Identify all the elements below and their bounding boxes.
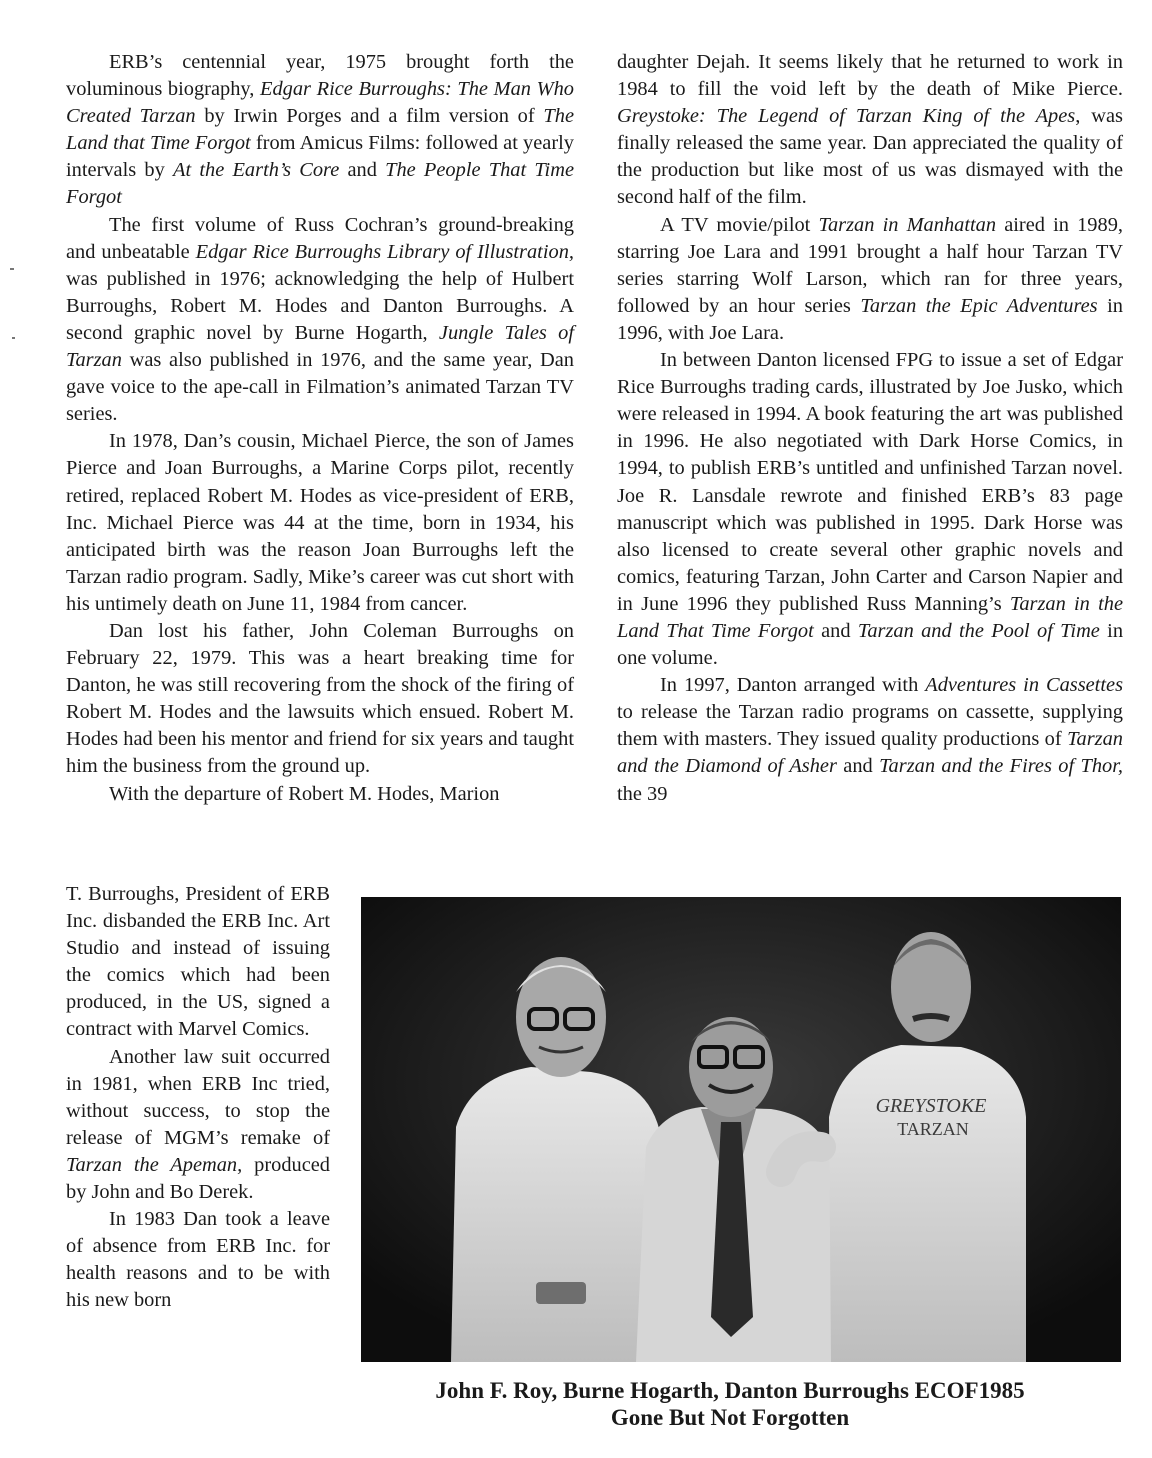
italic-title: Tarzan and the Pool of Time [857,619,1100,642]
italic-title: The People That Time Forgot [66,159,574,209]
italic-title: Tarzan the Apeman, [66,1153,243,1176]
italic-title: The Land that Time Forgot [66,105,574,155]
paragraph: Dan lost his father, John Coleman Burroughs on February 22, 1979. This was a heart breaking time for Danton, he was still recovering from the shock of the firing of Robert M. Hodes and the lawsuits which ensued. Robert M. Hodes had been his mentor and friend for six years and taught him the business from the ground up. [66,619,574,778]
italic-title: Edgar Rice Burroughs: The Man Who Created Tarzan [66,78,574,128]
paragraph: In 1983 Dan took a leave of absence from ERB Inc. for health reasons and to be with his new born [66,1208,330,1312]
left-column-top [66,49,574,808]
paragraph: Another law suit occurred in 1981, when ERB Inc tried, without success, to stop the release of MGM’s remake of Tarzan the Apeman, produced by John and Bo Derek. [66,1045,331,1204]
paragraph: daughter Dejah. It seems likely that he returned to work in 1984 to fill the void left by the death of Mike Pierce. Greystoke: The Legend of Tarzan King of the Apes, was finally released the same year. Dan appreciated the quality of the production but like most of us was dismayed with the second half of the film. [617,51,1123,209]
left-column-bottom [66,881,330,1315]
photo-caption [340,1377,1120,1431]
italic-title: Greystoke: The Legend of Tarzan King of the Apes [617,105,1076,128]
italic-title: Tarzan and the Diamond of Asher [617,728,1123,778]
paragraph: In 1978, Dan’s cousin, Michael Pierce, the son of James Pierce and Joan Burroughs, a Marine Corps pilot, recently retired, replaced Robert M. Hodes as vice-president of ERB, Inc. Michael Pierce was 44 at the time, born in 1934, his anticipated birth was the reason Joan Burroughs left the Tarzan radio program. Sadly, Mike’s career was cut short with his untimely death on June 11, 1984 from cancer. [66,430,574,615]
paragraph: With the departure of Robert M. Hodes, Marion [109,782,500,805]
italic-title: Tarzan and the Fires of Thor, [879,755,1123,778]
group-photo [361,897,1121,1362]
italic-title: Tarzan the Epic Adventures [860,294,1098,317]
paragraph: In between Danton licensed FPG to issue a set of Edgar Rice Burroughs trading cards, illustrated by Joe Jusko, which were released in 1994. A book featuring the art was published in 1996. He also negotiated with Dark Horse Comics, in 1994, to publish ERB’s untitled and unfinished Tarzan novel. Joe R. Lansdale rewrote and finished ERB’s 83 page manuscript which was published in 1995. Dark Horse was also licensed to create several other graphic novels and comics, featuring Tarzan, John Carter and Carson Napier and in June 1996 they published Russ Manning’s Tarzan in the Land That Time Forgot and Tarzan and the Pool of Time in one volume. [617,349,1124,670]
italic-title: At the Earth’s Core [173,159,340,182]
scan-speck [10,268,14,270]
italic-title: Tarzan in Manhattan [818,213,997,236]
italic-title: Tarzan in the Land That Time Forgot [617,592,1123,642]
shirt-text-line2: TARZAN [897,1119,969,1139]
italic-title: Jungle Tales of Tarzan [66,321,574,372]
photo-illustration [361,897,1121,1362]
shirt-text-line1: GREYSTOKE [875,1095,987,1117]
paragraph: A TV movie/pilot Tarzan in Manhattan aired in 1989, starring Joe Lara and 1991 brought a half hour Tarzan TV series starring Wolf Larson, which ran for three years, followed by an hour series Tarzan the Epic Adventures in 1996, with Joe Lara. [617,213,1123,344]
italic-title: Adventures in Cassettes [925,674,1124,697]
paragraph: ERB’s centennial year, 1975 brought forth the voluminous biography, Edgar Rice Burroughs: The Man Who Created Tarzan by Irwin Porges and a film version of The Land that Time Forgot from Amicus Films: followed at yearly intervals by At the Earth’s Core and The People That Time Forgot [66,51,574,209]
paragraph: The first volume of Russ Cochran’s ground-breaking and unbeatable Edgar Rice Burroughs Library of Illustration, was published in 1976; acknowledging the help of Hulbert Burroughs, Robert M. Hodes and Danton Burroughs. A second graphic novel by Burne Hogarth, Jungle Tales of Tarzan was also published in 1976, and the same year, Dan gave voice to the ape-call in Filmation’s animated Tarzan TV series. [66,213,574,426]
paragraph: In 1997, Danton arranged with Adventures in Cassettes to release the Tarzan radio programs on cassette, supplying them with masters. They issued quality productions of Tarzan and the Diamond of Asher and Tarzan and the Fires of Thor, the 39 [617,674,1124,805]
right-column [617,49,1123,808]
caption-line-1: John F. Roy, Burne Hogarth, Danton Burroughs ECOF1985 [435,1378,1025,1403]
paragraph: T. Burroughs, President of ERB Inc. disbanded the ERB Inc. Art Studio and instead of issuing the comics which had been produced, in the US, signed a contract with Marvel Comics. [66,883,330,1041]
italic-title: Edgar Rice Burroughs Library of Illustration, [195,240,574,263]
caption-line-2: Gone But Not Forgotten [610,1405,850,1430]
scan-speck [12,337,15,339]
